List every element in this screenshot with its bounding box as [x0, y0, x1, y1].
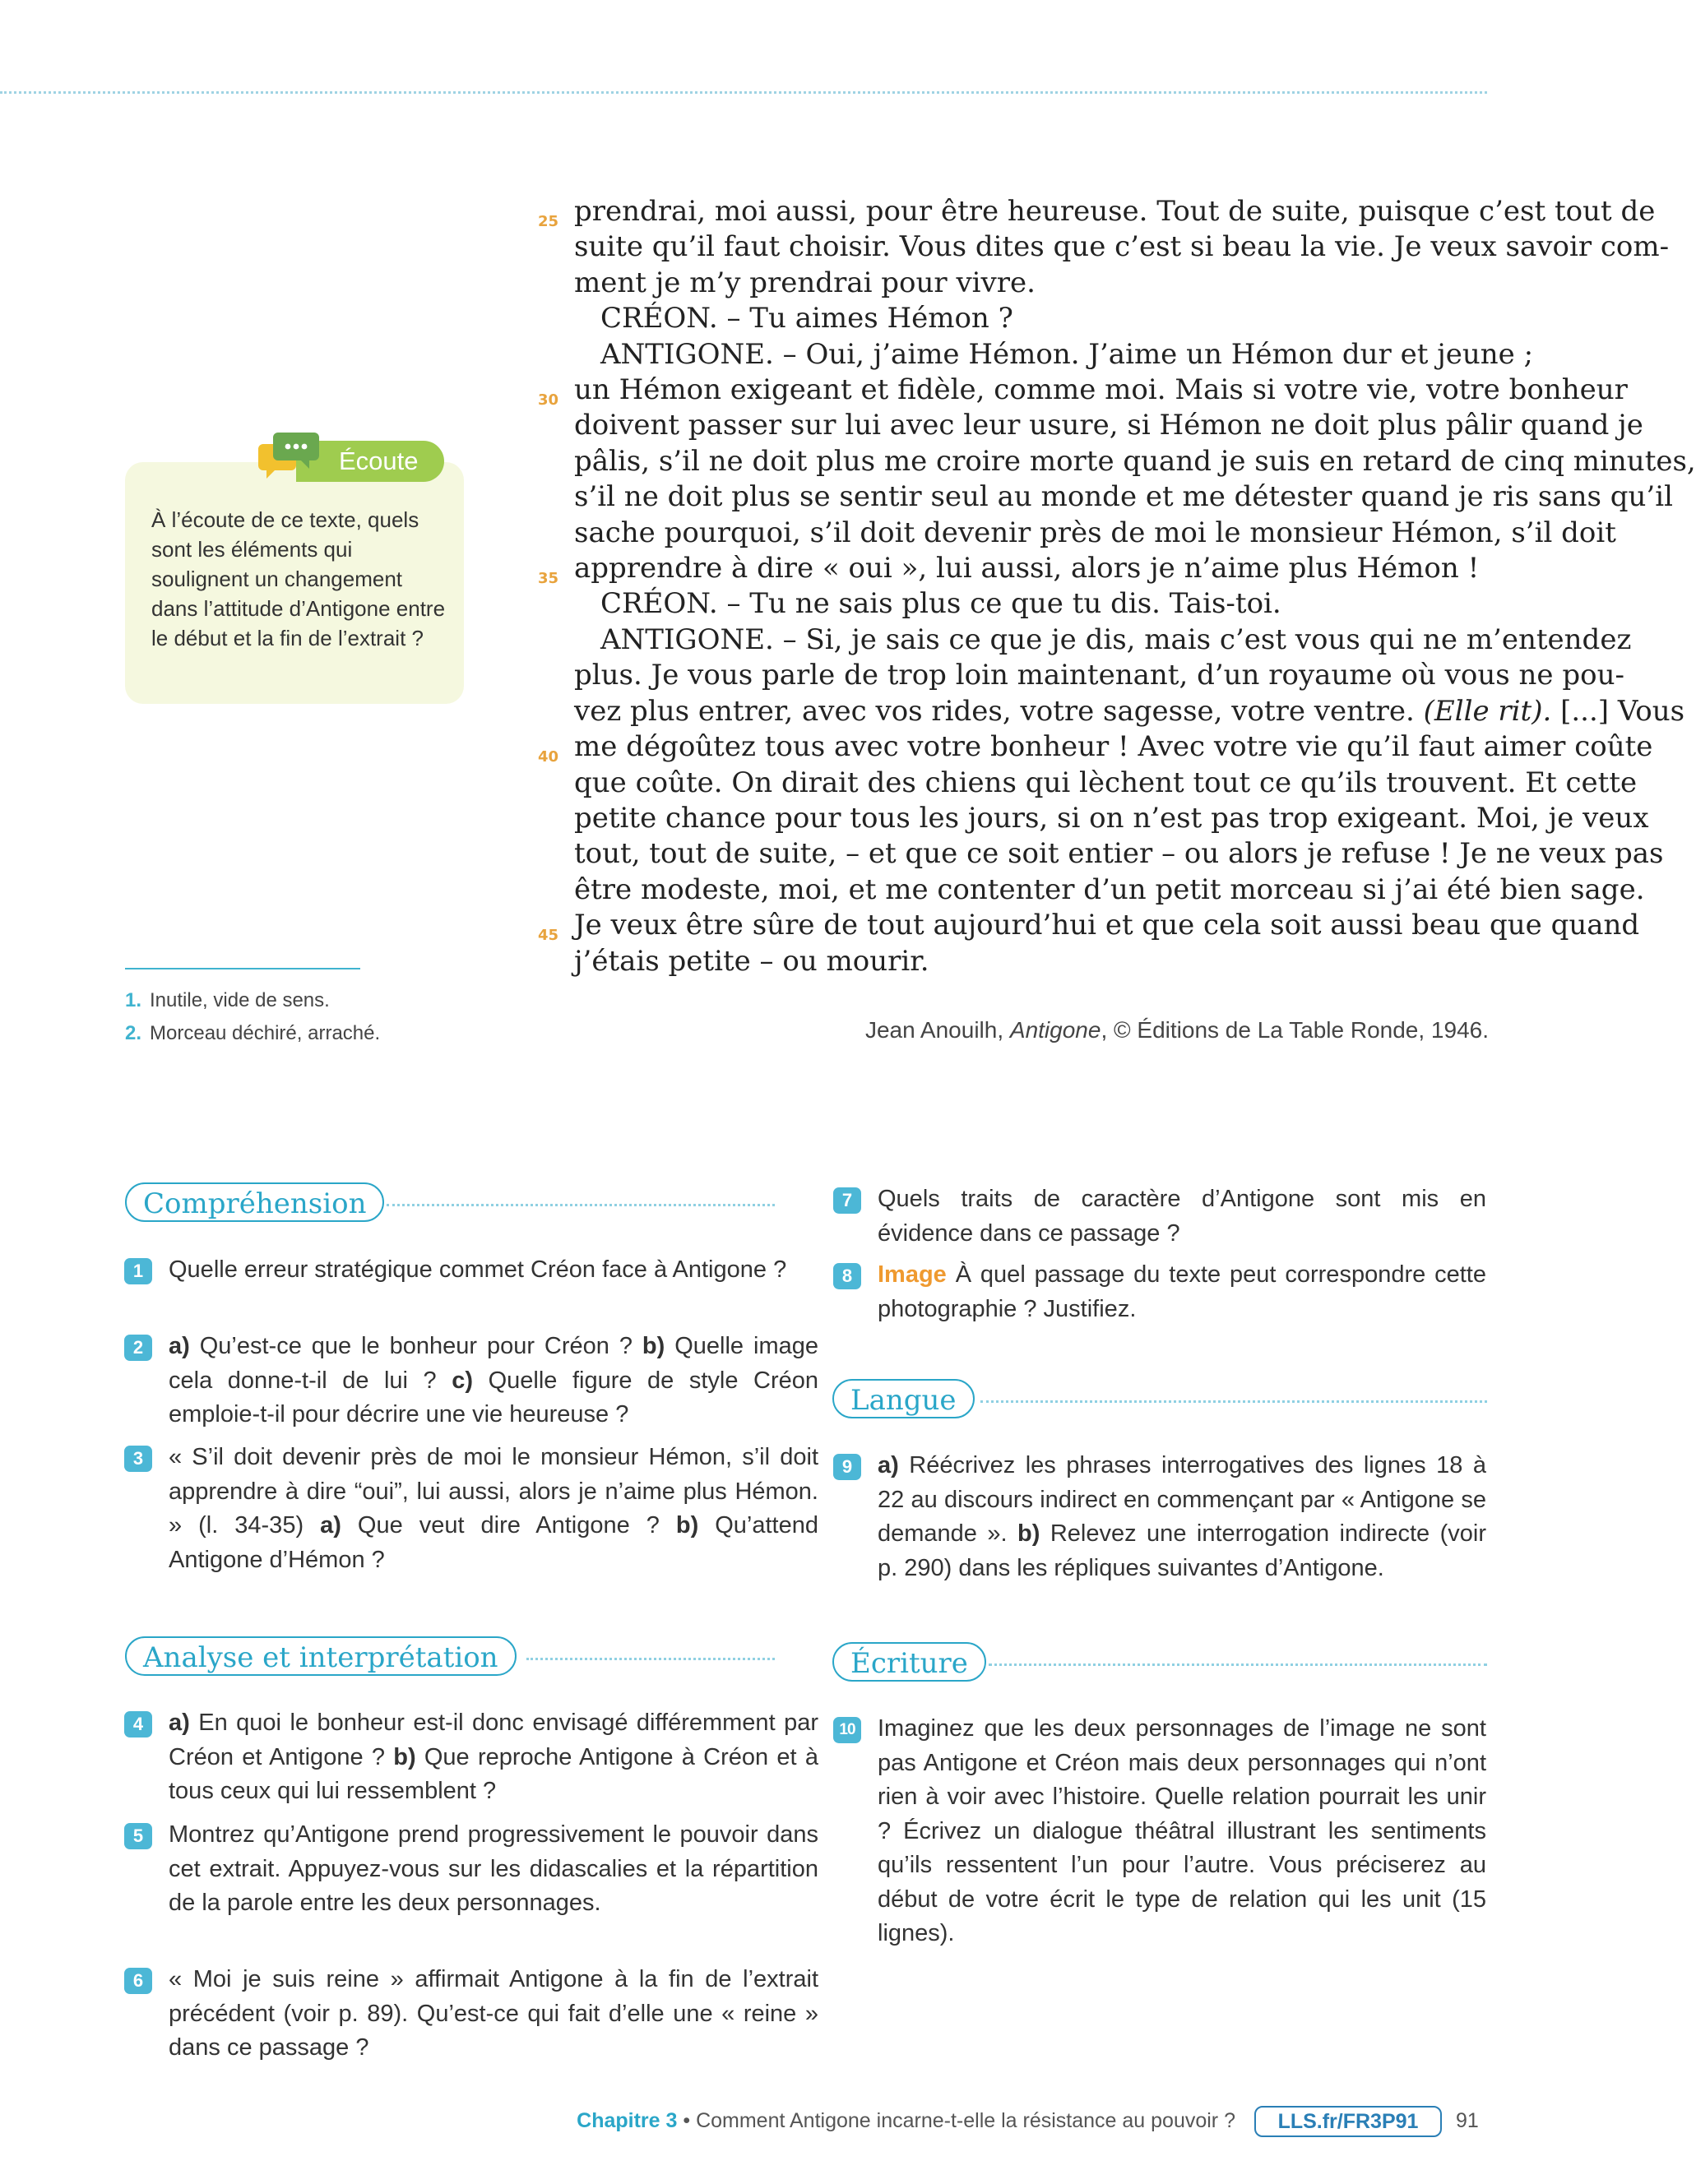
excerpt-line: [538, 551, 1489, 588]
question-number: 1: [124, 1258, 152, 1284]
question-number: 5: [124, 1823, 152, 1849]
question-number: 4: [124, 1711, 152, 1737]
line-number: 45: [538, 927, 559, 945]
line-number: 30: [538, 391, 559, 410]
excerpt-line-text: ANTIGONE. – Si, je sais ce que je dis, mais c’est vous qui ne m’entendez: [600, 622, 1632, 656]
excerpt-line-text: CRÉON. – Tu ne sais plus ce que tu dis. Tais-toi.: [600, 587, 1281, 621]
excerpt-line: [574, 586, 1489, 622]
top-dotted-rule: [0, 91, 1487, 94]
excerpt-line-text: apprendre à dire « oui », lui aussi, alors je n’aime plus Hémon !: [574, 552, 1480, 585]
excerpt-line-text: vez plus entrer, avec vos rides, votre sagesse, votre ventre. (Elle rit). [...] Vous: [574, 694, 1685, 728]
excerpt-line-text: pâlis, s’il ne doit plus me croire morte quand je suis en retard de cinq minutes,: [574, 444, 1696, 478]
excerpt-line-text: ANTIGONE. – Oui, j’aime Hémon. J’aime un Hémon dur et jeune ;: [600, 337, 1534, 371]
speech-bubbles-icon: [260, 429, 324, 485]
excerpt-line-text: doivent passer sur lui avec leur usure, si Hémon ne doit plus pâlir quand je: [574, 409, 1643, 442]
excerpt-line-text: plus. Je vous parle de trop loin maintenant, d’un royaume où vous ne pou-: [574, 659, 1624, 692]
question-number: 2: [124, 1335, 152, 1361]
question-5: 5 Montrez qu’Antigone prend progressivement le pouvoir dans cet extrait. Appuyez-vous sur les didascalies et la répartition de la parole entre les deux personnages.: [169, 1818, 818, 1921]
source-citation: Jean Anouilh, Antigone, © Éditions de La Table Ronde, 1946.: [864, 1017, 1489, 1043]
question-8: 8 Image À quel passage du texte peut correspondre cette photographie ? Justifiez.: [878, 1258, 1486, 1326]
ecoute-label: Écoute: [296, 441, 444, 482]
excerpt-line-text: s’il ne doit plus se sentir seul au monde et me détester quand je ris sans qu’il: [574, 480, 1673, 514]
excerpt-line-text: tout, tout de suite, – et que ce soit entier – ou alors je refuse ! Je ne veux pas: [574, 837, 1664, 871]
question-number: 8: [833, 1263, 861, 1289]
excerpt-line-text: ment je m’y prendrai pour vivre.: [574, 266, 1036, 299]
excerpt-line-text: être modeste, moi, et me contenter d’un petit morceau si j’ai été bien sage.: [574, 872, 1645, 906]
line-number: 35: [538, 570, 559, 588]
excerpt-line-text: suite qu’il faut choisir. Vous dites que c’est si beau la vie. Je veux savoir com-: [574, 230, 1670, 264]
question-number: 9: [833, 1454, 861, 1480]
question-6: 6 « Moi je suis reine » affirmait Antigone à la fin de l’extrait précédent (voir p. 89). Qu’est-ce qui fait d’elle une « reine » dans ce passage ?: [169, 1963, 818, 2066]
excerpt-line: [574, 694, 1685, 729]
question-3: 3 « S’il doit devenir près de moi le monsieur Hémon, s’il doit apprendre à dire “oui”, lui aussi, alors je n’aime plus Hémon. » (l. 34-35) a) Que veut dire Antigone ? b) Qu’attend Antigone d’Hémon ?: [169, 1441, 818, 1577]
footnotes: [125, 984, 380, 1050]
excerpt-line-text: que coûte. On dirait des chiens qui lèchent tout ce qu’ils trouvent. Et cette: [574, 766, 1638, 799]
excerpt-line: [574, 516, 1616, 551]
section-analyse: [125, 1636, 775, 1677]
lls-link[interactable]: LLS.fr/FR3P91: [1254, 2106, 1442, 2137]
question-9: 9 a) Réécrivez les phrases interrogatives des lignes 18 à 22 au discours indirect en commençant par « Antigone se demande ». b) Relevez une interrogation indirecte (voir p. 290) dans les répliques suivantes d’Antigone.: [878, 1449, 1486, 1585]
ecoute-question: À l’écoute de ce texte, quels sont les éléments qui soulignent un changement dans l’attitude d’Antigone entre le début et la fin de l’extrait ?: [151, 507, 446, 650]
excerpt-line: [574, 408, 1643, 443]
excerpt-line-text: petite chance pour tous les jours, si on n’est pas trop exigeant. Moi, je veux: [574, 801, 1649, 835]
question-number: 7: [833, 1187, 861, 1214]
excerpt-text: [538, 194, 1696, 979]
excerpt-line-text: Je veux être sûre de tout aujourd’hui et que cela soit aussi beau que quand: [574, 909, 1640, 942]
excerpt-line-text: j’étais petite – ou mourir.: [574, 944, 929, 978]
excerpt-line: [574, 301, 1489, 336]
excerpt-line-text: prendrai, moi aussi, pour être heureuse. Tout de suite, puisque c’est tout de: [574, 195, 1656, 228]
question-1: 1 Quelle erreur stratégique commet Créon face à Antigone ?: [169, 1253, 818, 1288]
section-dots: [989, 1663, 1487, 1666]
question-10: 10 Imaginez que les deux personnages de l’image ne sont pas Antigone et Créon mais deux personnages qui n’ont rien à voir avec l’histoire. Quelle relation pourrait les unir ? Écrivez un dialogue théâtral illustrant les sentiments qu’ils ressentent l’un pour l’autre. Vous préciserez au début de votre écrit le type de relation qui les unit (15 lignes).: [878, 1712, 1486, 1951]
section-dots: [980, 1400, 1487, 1403]
section-title-ecriture: Écriture: [832, 1642, 986, 1682]
excerpt-line: [574, 944, 1489, 979]
section-title-comprehension: Compréhension: [125, 1182, 384, 1222]
excerpt-line-text: CRÉON. – Tu aimes Hémon ?: [600, 302, 1013, 335]
excerpt-line-text: sache pourquoi, s’il doit devenir près de moi le monsieur Hémon, s’il doit: [574, 516, 1616, 549]
excerpt-line: [574, 836, 1664, 872]
section-dots: [387, 1204, 775, 1206]
footnote-2: 2. Morceau déchiré, arraché.: [125, 1022, 381, 1044]
footnote-rule: [125, 968, 360, 969]
line-number: 40: [538, 748, 559, 766]
excerpt-line: [538, 908, 1640, 945]
excerpt-line: [538, 729, 1653, 766]
excerpt-line-text: me dégoûtez tous avec votre bonheur ! Avec votre vie qu’il faut aimer coûte: [574, 730, 1653, 764]
excerpt-line: [574, 872, 1645, 908]
excerpt-line: [574, 658, 1624, 693]
question-2: 2 a) Qu’est-ce que le bonheur pour Créon ? b) Quelle image cela donne-t-il de lui ? c) Quelle figure de style Créon emploie-t-il pour décrire une vie heureuse ?: [169, 1330, 818, 1432]
question-7: 7 Quels traits de caractère d’Antigone sont mis en évidence dans ce passage ?: [878, 1182, 1486, 1251]
excerpt-line: [538, 372, 1628, 410]
excerpt-line: [574, 266, 1489, 301]
section-title-langue: Langue: [832, 1379, 975, 1418]
excerpt-line: [574, 229, 1670, 265]
section-comprehension: [125, 1182, 775, 1224]
excerpt-line: [538, 194, 1656, 230]
excerpt-line: [574, 622, 1632, 658]
question-4: 4 a) En quoi le bonheur est-il donc envisagé différemment par Créon et Antigone ? b) Que reproche Antigone à Créon et à tous ceux qui lui ressemblent ?: [169, 1706, 818, 1809]
page-footer: [0, 2106, 1487, 2139]
section-dots: [526, 1658, 775, 1660]
section-langue: [832, 1379, 1487, 1420]
question-number: 10: [833, 1717, 861, 1743]
question-number: 6: [124, 1968, 152, 1994]
section-title-analyse: Analyse et interprétation: [125, 1636, 517, 1676]
question-number: 3: [124, 1446, 152, 1472]
excerpt-line: [574, 766, 1638, 801]
footnote-1: 1. Inutile, vide de sens.: [125, 989, 330, 1011]
excerpt-line: [574, 479, 1673, 515]
excerpt-line: [574, 801, 1649, 836]
excerpt-line-text: un Hémon exigeant et fidèle, comme moi. Mais si votre vie, votre bonheur: [574, 373, 1628, 407]
section-ecriture: [832, 1642, 1487, 1683]
footer-chapter: Chapitre 3 • Comment Antigone incarne-t-elle la résistance au pouvoir ?: [577, 2109, 1235, 2132]
page-number: 91: [1456, 2109, 1479, 2132]
excerpt-line: [574, 337, 1534, 372]
excerpt-line: [574, 444, 1696, 479]
line-number: 25: [538, 213, 559, 230]
